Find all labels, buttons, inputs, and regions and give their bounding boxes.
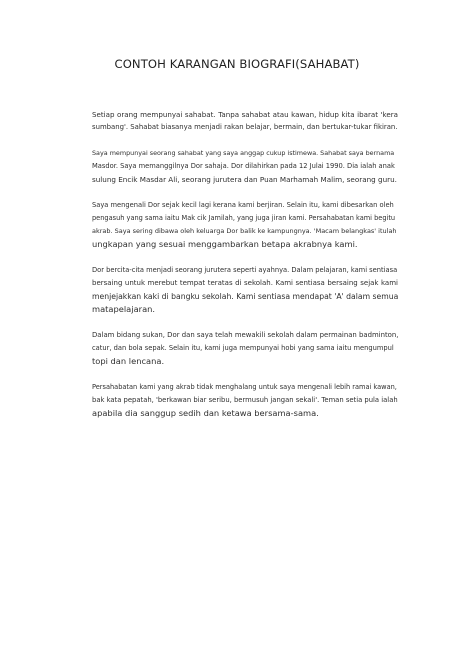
text-line: Saya mempunyai seorang sahabat yang saya anggap cukup istimewa. Sahabat saya bernama	[92, 149, 395, 157]
text-line: ungkapan yang sesuai menggambarkan betapa akrabnya kami.	[92, 239, 358, 249]
text-line: Saya mengenali Dor sejak kecil lagi kerana kami berjiran. Selain itu, kami dibesarkan oleh	[92, 201, 394, 209]
text-line: sulung Encik Masdar Ali, seorang jurutera dan Puan Marhamah Malim, seorang guru.	[92, 175, 397, 184]
document-title: CONTOH KARANGAN BIOGRAFI(SAHABAT)	[114, 57, 360, 71]
text-line: catur, dan bola sepak. Selain itu, kami juga mempunyai hobi yang sama iaitu mengumpul	[92, 344, 394, 352]
paragraph-6	[92, 381, 398, 420]
paragraph-3	[92, 199, 398, 251]
text-line: Masdor. Saya memanggilnya Dor sahaja. Dor dilahirkan pada 12 Julai 1990. Dia ialah anak	[92, 162, 395, 170]
text-line: Dor bercita-cita menjadi seorang jurutera seperti ayahnya. Dalam pelajaran, kami sentiasa	[92, 266, 398, 274]
text-line: Setiap orang mempunyai sahabat. Tanpa sahabat atau kawan, hidup kita ibarat 'kera	[92, 110, 398, 119]
text-line: bak kata pepatah, 'berkawan biar seribu, bermusuh jangan sekali'. Teman setia pula ialah	[92, 396, 398, 404]
text-line: sumbang'. Sahabat biasanya menjadi rakan belajar, bermain, dan bertukar-tukar fikiran.	[92, 123, 398, 131]
text-line: akrab. Saya sering dibawa oleh keluarga Dor balik ke kampungnya. 'Macam belangkas' itulah	[92, 227, 397, 235]
paragraph-5	[92, 329, 398, 368]
text-line: Persahabatan kami yang akrab tidak menghalang untuk saya mengenali lebih ramai kawan,	[92, 383, 397, 391]
text-line: topi dan lencana.	[92, 356, 165, 366]
text-line: bersaing untuk merebut tempat teratas di sekolah. Kami sentiasa bersaing sejak kami	[92, 279, 398, 287]
paragraph-2	[92, 147, 398, 186]
paragraph-4	[92, 264, 398, 316]
paragraph-1	[92, 108, 398, 134]
text-line: matapelajaran.	[92, 304, 156, 314]
text-line: pengasuh yang sama iaitu Mak cik Jamilah, yang juga jiran kami. Persahabatan kami begitu	[92, 214, 396, 222]
text-line: menjejakkan kaki di bangku sekolah. Kami sentiasa mendapat 'A' dalam semua	[92, 292, 398, 301]
text-line: apabila dia sanggup sedih dan ketawa bersama-sama.	[92, 408, 319, 418]
text-line: Dalam bidang sukan, Dor dan saya telah mewakili sekolah dalam permainan badminton,	[92, 331, 398, 339]
